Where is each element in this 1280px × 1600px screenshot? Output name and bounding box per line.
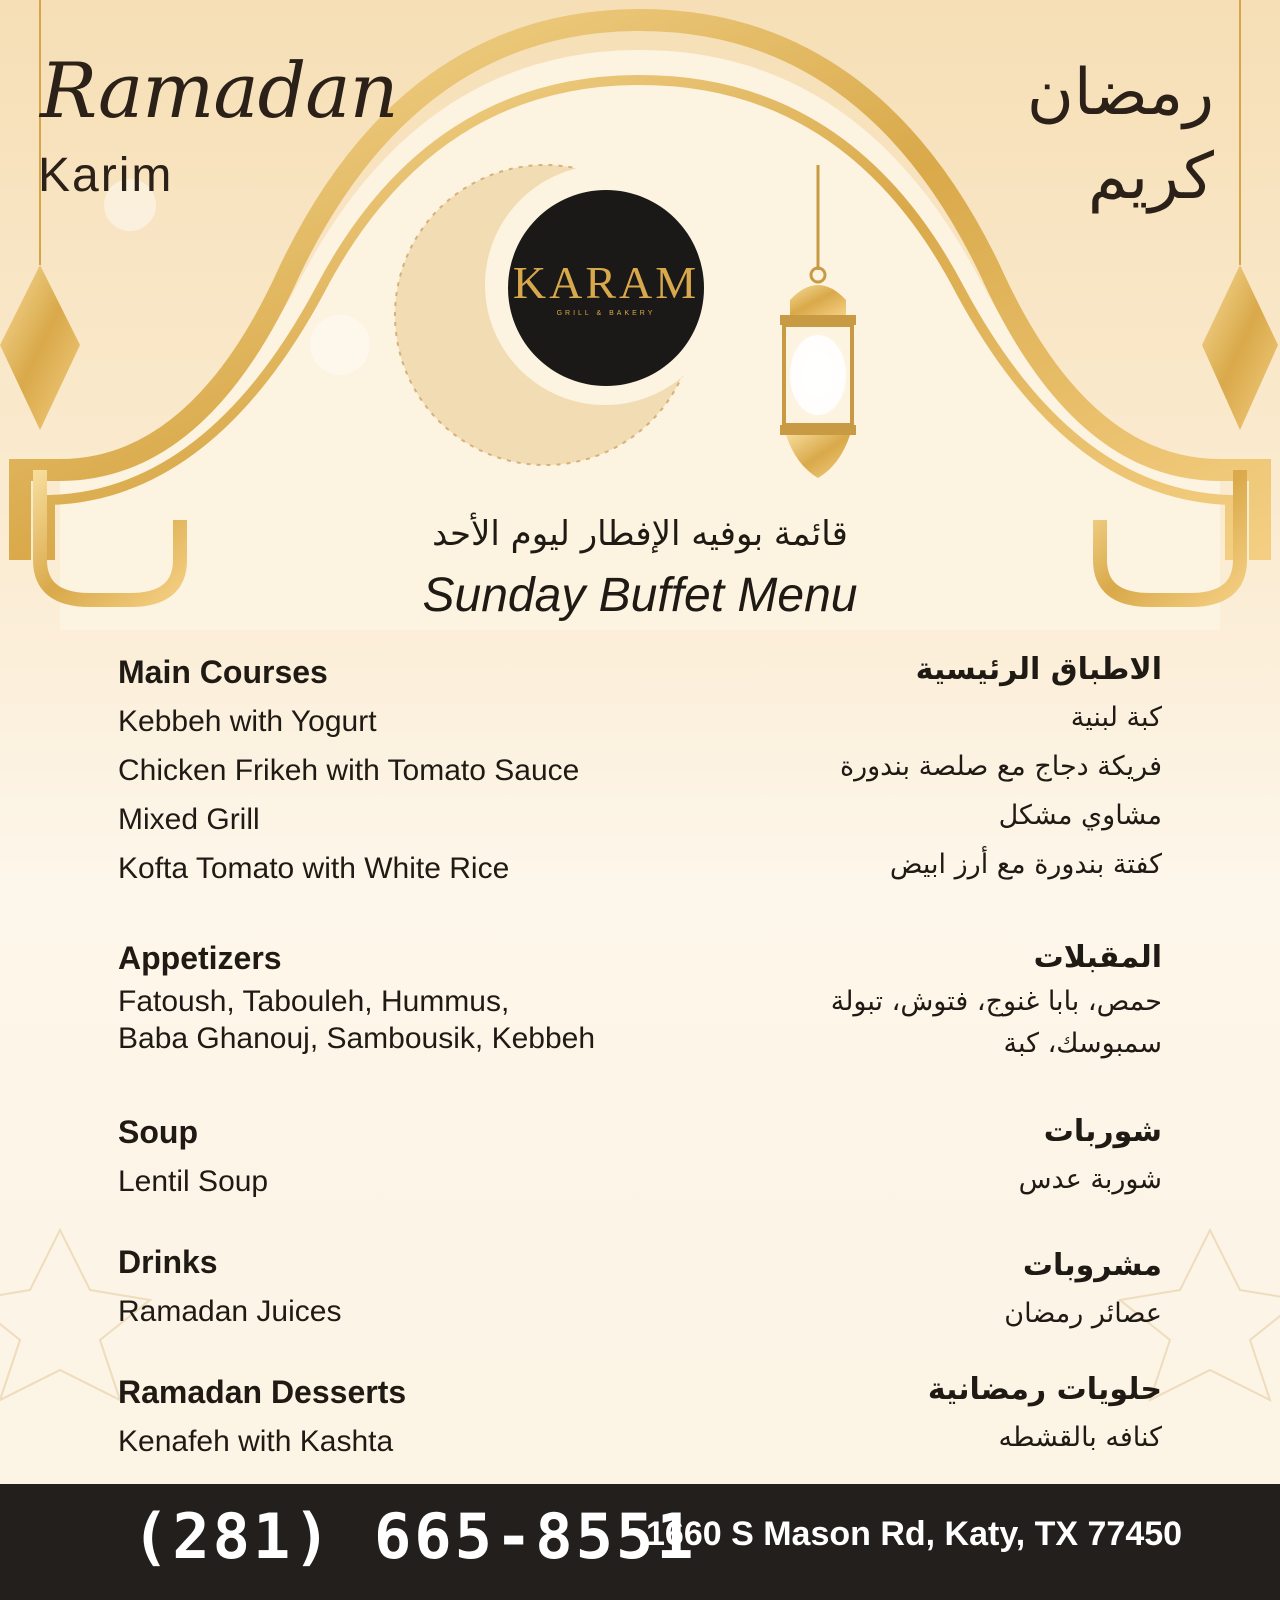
menu-item: فريكة دجاج مع صلصة بندورة (839, 751, 1162, 782)
restaurant-logo (508, 190, 704, 386)
menu-title-arabic: قائمة بوفيه الإفطار ليوم الأحد (432, 514, 848, 554)
soup-section-en (118, 1114, 678, 1206)
section-heading: Drinks (118, 1244, 218, 1280)
menu-item: عصائر رمضان (1004, 1298, 1162, 1329)
karim-title: Karim (38, 149, 174, 202)
section-heading: Ramadan Desserts (118, 1374, 407, 1410)
section-heading: Soup (118, 1114, 198, 1150)
menu-item: Kebbeh with Yogurt (118, 705, 377, 738)
menu-item: كنافه بالقشطه (998, 1422, 1162, 1453)
menu-item: Ramadan Juices (118, 1295, 342, 1328)
menu-title-english: Sunday Buffet Menu (422, 569, 858, 622)
section-heading: الاطباق الرئيسية (915, 652, 1162, 687)
section-heading: Main Courses (118, 654, 328, 690)
drinks-section-ar (692, 1248, 1162, 1338)
menu-item: Kenafeh with Kashta (118, 1425, 394, 1458)
desserts-section-ar (692, 1372, 1162, 1462)
appetizers-section-ar (692, 940, 1162, 1065)
menu-item: مشاوي مشكل (998, 800, 1162, 831)
menu-item: شوربة عدس (1018, 1164, 1162, 1195)
phone-number[interactable]: (281) 665-8551 (132, 1500, 697, 1573)
menu-item: Chicken Frikeh with Tomato Sauce (118, 754, 580, 787)
soup-section-ar (692, 1114, 1162, 1204)
section-heading: المقبلات (1033, 940, 1162, 975)
section-heading: شوربات (1043, 1114, 1162, 1149)
section-heading: مشروبات (1022, 1248, 1162, 1283)
ramadan-script-title: Ramadan (40, 46, 398, 135)
main-courses-section-ar (692, 652, 1162, 889)
main-courses-section-en (118, 654, 678, 893)
logo-name: KARAM (512, 256, 700, 308)
section-heading: حلويات رمضانية (927, 1372, 1162, 1407)
arabic-ramadan-title: رمضان (1026, 56, 1214, 130)
section-heading: Appetizers (118, 940, 282, 976)
menu-item: Fatoush, Tabouleh, Hummus, (118, 985, 510, 1018)
drinks-section-en (118, 1244, 678, 1336)
menu-item: Lentil Soup (118, 1165, 269, 1198)
appetizers-section-en (118, 940, 678, 1057)
menu-item: Baba Ghanouj, Sambousik, Kebbeh (118, 1022, 595, 1055)
menu-item: كفتة بندورة مع أرز ابيض (889, 849, 1162, 880)
address: 1660 S Mason Rd, Katy, TX 77450 (646, 1515, 1183, 1553)
arabic-karim-title: كريم (1087, 140, 1214, 214)
menu-item: كبة لبنية (1070, 702, 1162, 733)
menu-item: Mixed Grill (118, 803, 260, 836)
desserts-section-en (118, 1374, 678, 1466)
logo-subtitle: GRILL & BAKERY (556, 309, 656, 317)
menu-item: سمبوسك، كبة (1003, 1028, 1162, 1059)
menu-item: Kofta Tomato with White Rice (118, 852, 510, 885)
menu-item: حمص، بابا غنوج، فتوش، تبولة (830, 986, 1162, 1017)
